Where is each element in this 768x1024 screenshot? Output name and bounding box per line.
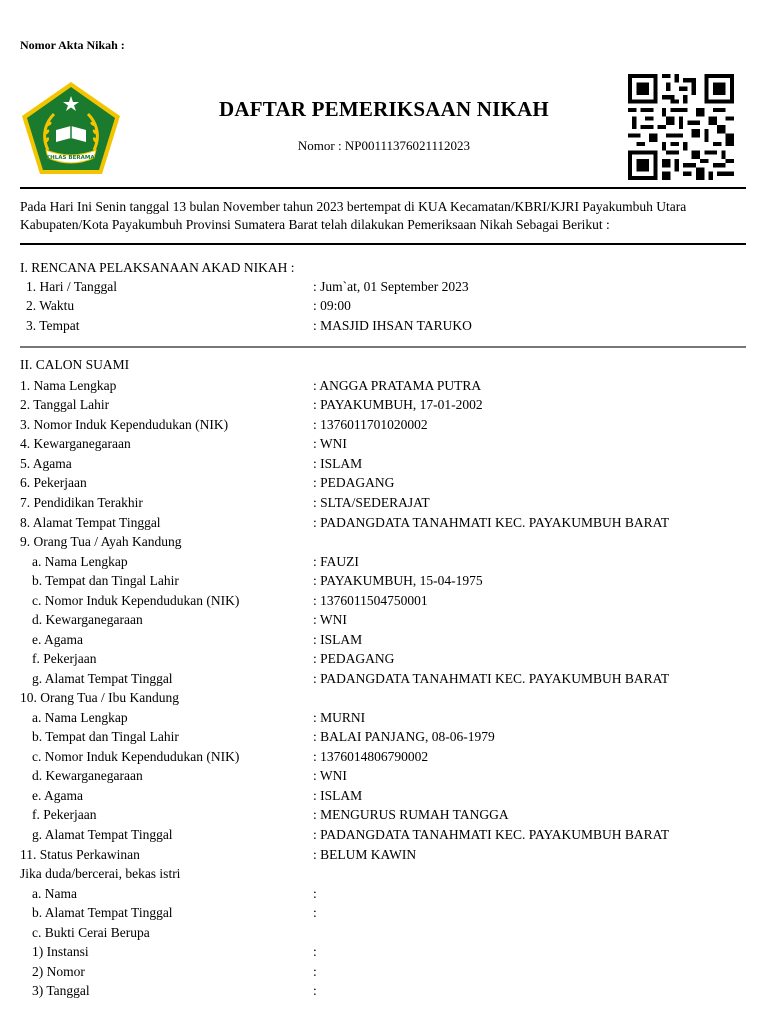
row-label: e. Agama [32,788,83,803]
row-label: 1. Hari / Tanggal [26,279,118,294]
ibu-heading: 10. Orang Tua / Ibu Kandung [20,690,179,705]
row-value: : WNI [313,434,347,453]
row-label: 2) Nomor [32,964,85,979]
row-label: d. Kewarganegaraan [32,768,143,783]
document-title: DAFTAR PEMERIKSAAN NIKAH [219,97,549,121]
akta-number-label: Nomor Akta Nikah : [20,38,125,52]
row-value: : SLTA/SEDERAJAT [313,493,430,512]
row-value: : PAYAKUMBUH, 15-04-1975 [313,571,483,590]
row-value [313,903,317,922]
row-label: 3. Tempat [26,318,80,333]
row-value: : FAUZI [313,552,359,571]
row-label: f. Pekerjaan [32,651,97,666]
duda-heading: Jika duda/bercerai, bekas istri [20,866,181,881]
row-value: : MENGURUS RUMAH TANGGA [313,805,509,824]
row-label: 5. Agama [20,456,72,471]
row-label: 3) Tanggal [32,983,90,998]
row-label: g. Alamat Tempat Tinggal [32,827,173,842]
row-label: a. Nama Lengkap [32,554,128,569]
row-value: : 09:00 [313,296,351,315]
row-value: : 1376011701020002 [313,415,428,434]
row-value: : BALAI PANJANG, 08-06-1979 [313,727,495,746]
intro-divider [20,243,746,245]
row-value: : WNI [313,610,347,629]
row-value [313,942,317,961]
row-value [313,884,317,903]
row-value: : Jum`at, 01 September 2023 [313,277,469,296]
row-label: a. Nama [32,886,77,901]
row-value: : PADANGDATA TANAHMATI KEC. PAYAKUMBUH BARAT [313,669,669,688]
document-number: Nomor : NP00111376021112023 [297,138,471,153]
row-value: : BELUM KAWIN [313,845,416,864]
row-value: : PAYAKUMBUH, 17-01-2002 [313,395,483,414]
row-label: b. Alamat Tempat Tinggal [32,905,173,920]
row-value: : ISLAM [313,786,362,805]
row-value: : PADANGDATA TANAHMATI KEC. PAYAKUMBUH BARAT [313,825,669,844]
row-value: : ANGGA PRATAMA PUTRA [313,376,481,395]
row-label: 4. Kewarganegaraan [20,436,131,451]
row-label: 3. Nomor Induk Kependudukan (NIK) [20,417,229,432]
row-label: a. Nama Lengkap [32,710,128,725]
row-value: : ISLAM [313,454,362,473]
row-value: : MURNI [313,708,365,727]
row-label: 8. Alamat Tempat Tinggal [20,515,161,530]
row-value [313,981,317,1000]
row-label: 1. Nama Lengkap [20,378,117,393]
ayah-heading: 9. Orang Tua / Ayah Kandung [20,534,182,549]
row-label: e. Agama [32,632,83,647]
qr-code [628,74,734,180]
row-label: d. Kewarganegaraan [32,612,143,627]
section-calon-suami-heading: II. CALON SUAMI [20,357,130,372]
row-label: f. Pekerjaan [32,807,97,822]
row-value: : 1376014806790002 [313,747,428,766]
section-akad-heading: I. RENCANA PELAKSANAAN AKAD NIKAH : [20,260,295,275]
row-label: c. Nomor Induk Kependudukan (NIK) [32,749,240,764]
row-label: g. Alamat Tempat Tinggal [32,671,173,686]
row-label: b. Tempat dan Tingal Lahir [32,573,179,588]
row-value: : 1376011504750001 [313,591,428,610]
row-label: 2. Waktu [26,298,75,313]
row-label: b. Tempat dan Tingal Lahir [32,729,179,744]
row-label: 11. Status Perkawinan [20,847,140,862]
row-value: : PEDAGANG [313,649,394,668]
row-label: 7. Pendidikan Terakhir [20,495,143,510]
row-label: 1) Instansi [32,944,89,959]
row-label: 2. Tanggal Lahir [20,397,110,412]
row-label: c. Nomor Induk Kependudukan (NIK) [32,593,240,608]
row-value: : PADANGDATA TANAHMATI KEC. PAYAKUMBUH BARAT [313,513,669,532]
bukti-cerai-heading: c. Bukti Cerai Berupa [32,925,150,940]
row-value: : PEDAGANG [313,473,394,492]
intro-paragraph: Pada Hari Ini Senin tanggal 13 bulan November tahun 2023 bertempat di KUA Kecamatan/KBRI/KJRI Payakumbuh Utara Kabupaten/Kota Payakumbuh Provinsi Sumatera Barat telah dilakukan Pemeriksaan Nikah Sebagai Berikut : [20,199,687,232]
row-value: : ISLAM [313,630,362,649]
row-value [313,962,317,981]
row-value: : WNI [313,766,347,785]
section-divider [20,346,746,348]
row-value: : MASJID IHSAN TARUKO [313,316,472,335]
row-label: 6. Pekerjaan [20,475,87,490]
svg-text:IKHLAS BERAMAL: IKHLAS BERAMAL [43,155,99,161]
header-divider [20,187,746,189]
kemenag-emblem-logo [20,80,122,176]
